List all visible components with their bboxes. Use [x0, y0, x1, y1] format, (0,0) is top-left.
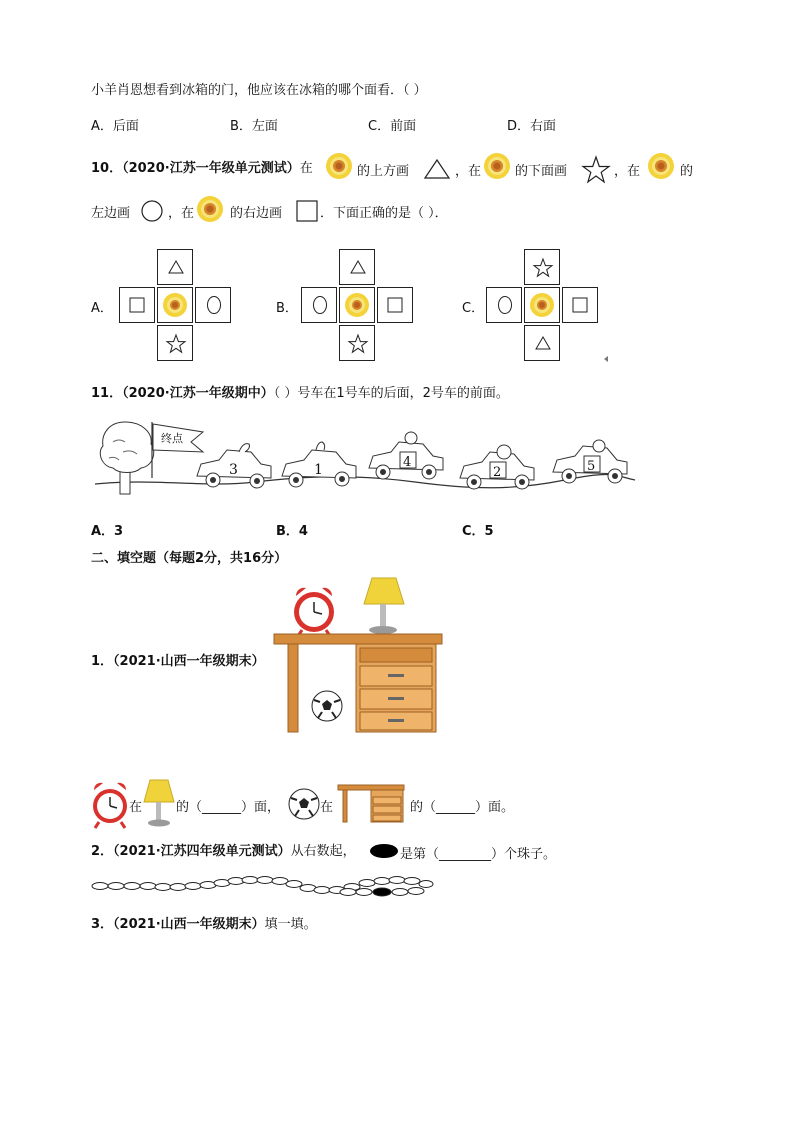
flower-icon [162, 292, 188, 318]
desk-scene [272, 578, 444, 734]
flower-icon [482, 151, 512, 181]
grid-cell [157, 249, 193, 285]
desk-icon [337, 783, 405, 823]
star-icon [582, 156, 610, 183]
f3-source: （2021·山西一年级期末） [113, 917, 265, 932]
car-number: 2 [493, 465, 502, 480]
q11-source: （2020·江苏一年级期中） [122, 386, 274, 401]
grid-cell [486, 287, 522, 323]
q9-stem: 小羊肖恩想看到冰箱的门，他应该在冰箱的哪个面看．（ ） [91, 83, 427, 98]
grid-cell [339, 249, 375, 285]
desk-icon [274, 634, 442, 732]
q10-text: 的下面画 [515, 164, 568, 179]
flower-icon [195, 194, 225, 224]
soccer-ball-icon [288, 788, 320, 820]
grid-cell [524, 249, 560, 285]
star-icon [166, 334, 186, 353]
alarm-clock-icon [91, 778, 129, 830]
finish-flag-label: 终点 [161, 432, 183, 445]
f3-text: 填一填。 [264, 917, 317, 932]
q10-line1 [91, 160, 313, 178]
car-number: 5 [587, 459, 596, 474]
small-arrow-icon [604, 356, 608, 362]
flower-icon [529, 292, 555, 318]
q9-option-a: A．后面 [91, 119, 139, 134]
flower-icon [324, 151, 354, 181]
section-title: 二、填空题（每题2分，共16分） [91, 551, 288, 566]
f1-number: 1． [91, 654, 114, 669]
grid-cell [157, 325, 193, 361]
grid-cell [377, 287, 413, 323]
f1-blank-2: 的（______）面。 [410, 800, 515, 815]
f2-line [91, 843, 356, 861]
grid-cell [195, 287, 231, 323]
star-icon [348, 334, 368, 353]
q11-stem: （ ）号车在1号车的后面，2号车的前面。 [273, 386, 509, 401]
triangle-icon [350, 260, 366, 274]
f1-header [91, 650, 265, 669]
f3-number: 3． [91, 917, 114, 932]
triangle-icon [423, 158, 451, 180]
car-2 [460, 445, 534, 489]
f1-text: 在 [320, 800, 334, 815]
square-icon [387, 297, 403, 313]
bead-end [426, 878, 430, 882]
lamp-icon [144, 780, 174, 828]
grid-cell [339, 325, 375, 361]
black-bead-icon [369, 843, 399, 859]
car-number: 1 [314, 462, 323, 478]
f2-text: 从右数起， [290, 844, 356, 859]
q11-option-b: B．4 [276, 524, 308, 539]
car-number: 4 [403, 455, 412, 470]
q11-option-c: C．5 [462, 524, 494, 539]
flower-icon [344, 292, 370, 318]
square-icon [572, 297, 588, 313]
q10-text: 的上方画 [357, 164, 410, 179]
q10-text: ，在 [614, 164, 641, 179]
oval-icon [206, 295, 222, 315]
q9-option-c: C．前面 [368, 119, 417, 134]
q10-option-c-label: C． [462, 301, 485, 316]
car-5 [553, 440, 627, 483]
f1-source: （2021·山西一年级期末） [113, 654, 265, 669]
q11-line [91, 385, 509, 403]
q10-text: 的右边画 [230, 206, 283, 221]
square-icon [296, 200, 318, 222]
finish-flag-icon [152, 422, 203, 478]
car-number: 3 [229, 462, 238, 478]
circle-icon [140, 199, 164, 223]
q10-text: ．下面正确的是（ ）． [320, 206, 448, 221]
q10-option-a-label: A． [91, 301, 113, 316]
q9-option-d: D．右面 [507, 119, 557, 134]
star-icon [533, 258, 553, 277]
soccer-ball-icon [312, 691, 342, 721]
grid-cell [339, 287, 375, 323]
f2-blank: 是第（________）个珠子。 [400, 847, 557, 862]
alarm-clock-icon [294, 588, 334, 636]
f1-blank-1: 的（______）面， [176, 800, 281, 815]
grid-cell [157, 287, 193, 323]
q11-option-a: A．3 [91, 524, 124, 539]
q10-text: 在 [299, 161, 313, 176]
q10-text: ，在 [455, 164, 482, 179]
car-4 [369, 432, 443, 479]
triangle-icon [535, 336, 551, 350]
oval-icon [312, 295, 328, 315]
car-3 [197, 444, 271, 488]
f2-source: （2021·江苏四年级单元测试） [113, 844, 291, 859]
grid-cell [301, 287, 337, 323]
car-1 [282, 442, 356, 487]
q10-number: 10． [91, 161, 123, 176]
race-illustration [95, 418, 635, 508]
q11-number: 11． [91, 386, 123, 401]
square-icon [129, 297, 145, 313]
grid-cell [524, 287, 560, 323]
q10-text: 的 [680, 164, 694, 179]
flower-icon [646, 151, 676, 181]
q10-option-b-label: B． [276, 301, 298, 316]
q10-text: 左边画 [91, 206, 131, 221]
grid-cell [524, 325, 560, 361]
f1-text: 在 [129, 800, 143, 815]
bead-string-tail [340, 884, 430, 900]
f3-line [91, 916, 317, 934]
grid-cell [562, 287, 598, 323]
lamp-icon [364, 578, 404, 634]
triangle-icon [168, 260, 184, 274]
grid-cell [119, 287, 155, 323]
q10-text: ，在 [168, 206, 195, 221]
oval-icon [497, 295, 513, 315]
q9-option-b: B．左面 [230, 119, 278, 134]
q10-source: （2020·江苏一年级单元测试） [122, 161, 300, 176]
f2-number: 2． [91, 844, 114, 859]
